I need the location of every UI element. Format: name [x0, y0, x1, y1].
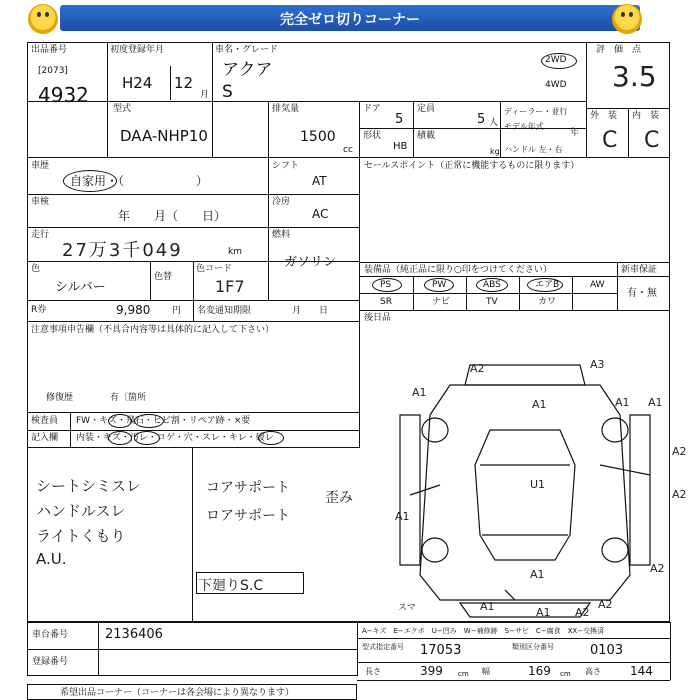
banner-title: 完全ゼロ切りコーナー	[280, 11, 420, 27]
inspector-label: 検査員	[31, 416, 59, 426]
bottom-label: 希望出品コーナー（コーナーは各会場により異なります）	[60, 688, 295, 698]
mark-a2-top: A2	[470, 362, 485, 375]
capacity: 5	[477, 112, 486, 127]
mark-a2-right: A2	[672, 445, 687, 458]
car-name: アクア	[222, 60, 273, 80]
mark-a1-left: A1	[412, 386, 427, 399]
drive-4wd: 4WD	[545, 80, 567, 90]
mark-a1-rear: A1	[530, 568, 545, 581]
note-box	[196, 572, 304, 594]
caution-label: 注意事項申告欄（不具合内容等は具体的に記入して下さい）	[31, 325, 275, 335]
width-label: 幅	[482, 667, 490, 676]
class-number: 0103	[590, 643, 624, 658]
mark-a1-right: A1	[615, 396, 630, 409]
color-change-label: 色替	[154, 272, 173, 282]
recycle-label: R券	[31, 305, 47, 315]
lot-number: 4932	[38, 83, 89, 107]
equip-ps: PS	[380, 280, 392, 290]
equip-sr: SR	[380, 297, 392, 307]
mark-int-scratch-circle	[108, 431, 132, 445]
mark-u1-roof: U1	[530, 478, 546, 491]
mark-a1-side: A1	[395, 510, 410, 523]
fuel: ガソリン	[284, 255, 337, 270]
note-right-1: コアサポート	[206, 480, 290, 496]
repair-label: 修復歴	[46, 393, 74, 403]
selling-points-label: セールスポイント（正常に機能するものに限ります）	[364, 161, 580, 171]
mileage-label: 走行	[31, 230, 50, 240]
length: 399	[420, 664, 443, 678]
equip-leather: カワ	[538, 297, 557, 307]
mark-a2-rear-right: A2	[650, 562, 665, 575]
lot-label: 出品番号	[31, 45, 68, 55]
inspect-row-2: 内装・キズ・汚レ・コゲ・穴・スレ・キレ・破レ	[76, 433, 274, 443]
history-label: 車歴	[31, 161, 50, 171]
ac-label: 冷房	[272, 197, 291, 207]
equip-airbag: エアB	[535, 280, 560, 290]
model-code: DAA-NHP10	[120, 127, 208, 145]
grade: S	[222, 82, 233, 102]
drive-2wd: 2WD	[545, 55, 567, 65]
displacement-label: 排気量	[272, 104, 300, 114]
chassis-number: 2136406	[105, 627, 163, 642]
mark-a3-top: A3	[590, 358, 605, 371]
interior-grade: C	[644, 128, 660, 153]
mark-a2-rear: A2	[598, 598, 613, 611]
yen-unit: 円	[172, 306, 182, 316]
mileage: 27万3千049	[62, 240, 183, 261]
type-designation: 17053	[420, 643, 462, 658]
year-unit: 年	[570, 128, 580, 138]
equip-aw: AW	[590, 280, 605, 290]
mascot-right-icon	[612, 4, 642, 34]
shift-label: シフト	[272, 161, 300, 171]
shift: AT	[312, 174, 327, 188]
inspection-value: 年 月（ 日）	[118, 209, 227, 223]
note-line-1: シートシミスレ	[36, 477, 142, 495]
rear-seat-label: 後日品	[364, 313, 392, 323]
length-unit: cm	[458, 670, 469, 678]
load-label: 積載	[417, 131, 436, 141]
shape-label: 形状	[363, 131, 382, 141]
note-line-3: ライトくもり	[36, 527, 126, 545]
mark-int-wear-circle	[258, 431, 284, 445]
color-code: 1F7	[215, 277, 245, 296]
kg-unit: kg	[490, 147, 500, 156]
fuel-label: 燃料	[272, 230, 291, 240]
width: 169	[528, 664, 551, 678]
mark-a1-rear-low: A1	[536, 606, 551, 619]
class-label: 類別区分番号	[512, 643, 554, 651]
header-banner	[0, 0, 700, 38]
mark-scratch-circle	[108, 414, 132, 428]
equip-pw: PW	[432, 280, 447, 290]
history-value: 自家用・（ ）	[70, 174, 209, 188]
equip-navi: ナビ	[432, 297, 451, 307]
score: 3.5	[612, 60, 657, 93]
equip-tv: TV	[486, 297, 498, 307]
cc-unit: cc	[343, 145, 353, 155]
note-right-3: 歪み	[325, 490, 353, 506]
reg-number-label: 登録番号	[32, 657, 69, 667]
warranty-value: 有・無	[627, 288, 657, 299]
note-right-2: ロアサポート	[206, 508, 290, 524]
inspect-row-1: FW・キズ・飛石・ヒビ割・リペア跡・×要	[76, 416, 251, 426]
mark-a2-rear-low: A2	[575, 606, 590, 619]
exterior-label: 外 装	[590, 111, 618, 121]
notice-label: 名変通知期限	[197, 306, 252, 316]
color-code-label: 色コード	[196, 264, 233, 274]
first-reg-label: 初度登録年月	[110, 45, 165, 55]
mark-chip-circle	[134, 414, 164, 428]
dealer-label: ディーラー・並行	[504, 107, 568, 116]
km-unit: km	[228, 247, 242, 257]
shape: HB	[393, 141, 408, 152]
doors: 5	[395, 112, 404, 127]
equipment-label: 装備品（純正品に限り○印をつけてください）	[364, 265, 552, 275]
chassis-label: 車台番号	[32, 630, 69, 640]
notice-value: 月 日	[292, 306, 329, 316]
mark-a1-hood: A1	[532, 398, 547, 411]
mark-a1-far-right: A1	[648, 396, 663, 409]
color: シルバー	[55, 280, 106, 295]
handle-label: ハンドル 左・右	[504, 145, 563, 154]
height: 144	[630, 664, 653, 678]
recycle-fee: 9,980	[116, 303, 151, 317]
name-grade-label: 車名・グレード	[215, 45, 279, 55]
model-year-label: モデル年式	[504, 122, 544, 131]
length-label: 長さ	[365, 667, 381, 676]
capacity-label: 定員	[417, 104, 436, 114]
note-line-4: A.U.	[36, 550, 67, 568]
note-line-2: ハンドルスレ	[36, 502, 126, 520]
mark-a2-right-lower: A2	[672, 488, 687, 501]
banner-bar	[60, 5, 640, 31]
month-value: 12	[174, 74, 194, 92]
mark-a1-bumper: A1	[480, 600, 495, 613]
month-unit: 月	[200, 90, 210, 100]
score-label: 評 価 点	[596, 45, 642, 55]
lot-code: [2073]	[38, 66, 68, 76]
person-unit: 人	[489, 118, 499, 128]
inspection-label: 車検	[31, 197, 50, 207]
interior-label: 内 装	[632, 111, 660, 121]
door-label: ドア	[363, 104, 381, 114]
ac: AC	[312, 207, 329, 221]
width-unit: cm	[560, 670, 571, 678]
damage-legend: A−キズ E−エクボ U−凹み W−補修跡 S−サビ C−腐食 XX−交換済	[362, 627, 605, 635]
equip-abs: ABS	[483, 280, 501, 290]
note-right-4: 下廻りS.C	[198, 578, 264, 594]
height-label: 高さ	[585, 667, 601, 676]
mark-sumi: スマ	[398, 603, 416, 613]
displacement: 1500	[300, 129, 336, 145]
type-designation-label: 型式指定番号	[362, 643, 404, 651]
repair-value: 有〔箇所	[110, 393, 147, 403]
color-label: 色	[31, 264, 41, 274]
new-car-warranty-label: 新車保証	[621, 265, 658, 275]
model-label: 型式	[113, 104, 132, 114]
era-year: H24	[122, 74, 153, 92]
notes-label: 記入欄	[31, 433, 59, 443]
exterior-grade: C	[602, 128, 618, 153]
mascot-left-icon	[28, 4, 58, 34]
mark-int-stain-circle	[134, 431, 160, 445]
